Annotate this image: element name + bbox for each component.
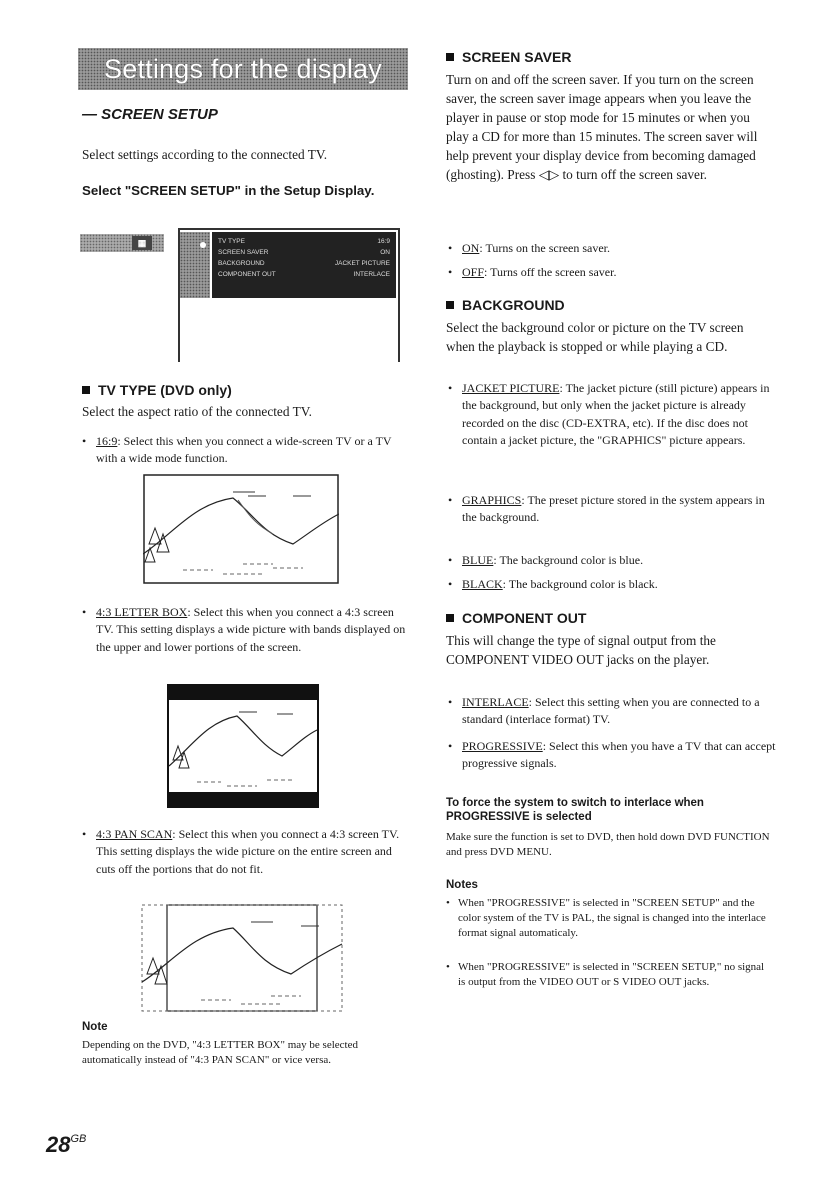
notes-right-item-2: • When "PROGRESSIVE" is selected in "SCREEN SETUP," no signal is output from the VIDEO OUT or S VIDEO OUT jacks. [446,961,765,988]
tv-type-bullet-letterbox: • 4:3 LETTER BOX: Select this when you connect a 4:3 screen TV. This setting displays a wide picture with bands displayed on the upper and lower portions of the screen. [82,604,414,656]
screen-setup-intro: Select settings according to the connected TV. [82,147,328,162]
notes-right-item-1: • When "PROGRESSIVE" is selected in "SCREEN SETUP" and the color system of the TV is PAL, the signal is changed into the interlace format signal automaticaly. [446,897,766,939]
component-out-text: This will change the type of signal output from the COMPONENT VIDEO OUT jacks on the player. [446,633,716,667]
menu-value: 16:9 [377,238,390,245]
wide-screen-figure [143,474,339,584]
section-banner [78,48,408,90]
menu-value: INTERLACE [353,271,390,278]
background-heading: BACKGROUND [446,297,565,314]
menu-item: COMPONENT OUT [218,271,276,278]
pan-scan-figure [141,904,343,1012]
screen-saver-heading: SCREEN SAVER [446,49,571,66]
force-interlace-text: Make sure the function is set to DVD, then hold down DVD FUNCTION and press DVD MENU. [446,831,770,858]
setup-tab-icon: ▦ [132,236,152,250]
tv-type-bullet-169: • 16:9: Select this when you connect a wide-screen TV or a TV with a wide mode function. [82,433,414,468]
component-out-heading: COMPONENT OUT [446,610,586,627]
screen-saver-off: • OFF: Turns off the screen saver. [448,264,782,281]
tv-type-bullet-panscan: • 4:3 PAN SCAN: Select this when you connect a 4:3 screen TV. This setting displays the wide picture on the entire screen and cuts off the portions that do not fit. [82,826,414,878]
tv-type-heading: TV TYPE (DVD only) [82,382,232,399]
tv-type-text: Select the aspect ratio of the connected TV. [82,404,312,419]
background-jacket: • JACKET PICTURE: The jacket picture (still picture) appears in the background, but only when the jacket picture is already recorded on the disc (CD-EXTRA, etc). If the disc does not contain a jacket picture, the "GRAPHICS" picture appears. [448,380,782,449]
screen-setup-title: — SCREEN SETUP [82,106,218,123]
component-interlace: • INTERLACE: Select this setting when you are connected to a standard (interlace format) TV. [448,694,782,729]
cursor-dot-icon [200,242,206,248]
notes-right-heading: Notes [446,879,478,891]
screen-setup-menu [212,232,396,298]
menu-value: JACKET PICTURE [334,260,390,267]
letterbox-figure [167,684,319,808]
setup-display-figure [80,228,400,362]
note-left-text: Depending on the DVD, "4:3 LETTER BOX" may be selected automatically instead of "4:3 PAN SCAN" or vice versa. [82,1039,358,1066]
menu-value: ON [380,249,390,256]
menu-item: SCREEN SAVER [218,249,269,256]
background-text: Select the background color or picture on the TV screen when the playback is stopped or while playing a CD. [446,320,744,354]
screen-setup-instruction: Select "SCREEN SETUP" in the Setup Display. [82,183,375,198]
note-left-heading: Note [82,1021,108,1033]
screen-saver-text: Turn on and off the screen saver. If you turn on the screen saver, the screen saver image appears when you leave the player in pause or stop mode for 15 minutes or when you play a CD for more than 15 minutes. The screen saver will help prevent your display device from becoming damaged (ghosting). Press ◁▷ to turn off the screen saver. [446,72,758,182]
force-interlace-heading: To force the system to switch to interlace when PROGRESSIVE is selected [446,797,704,823]
menu-item: BACKGROUND [218,260,265,267]
background-black: • BLACK: The background color is black. [448,576,782,593]
background-blue: • BLUE: The background color is blue. [448,552,782,569]
menu-item: TV TYPE [218,238,245,245]
screen-saver-on: • ON: Turns on the screen saver. [448,240,782,257]
page-number: $28^{GB}$ [46,1132,87,1157]
banner-title: Settings for the display [104,53,382,84]
background-graphics: • GRAPHICS: The preset picture stored in the system appears in the background. [448,492,782,527]
component-progressive: • PROGRESSIVE: Select this when you have a TV that can accept progressive signals. [448,738,782,773]
setup-side-icons [180,232,210,298]
